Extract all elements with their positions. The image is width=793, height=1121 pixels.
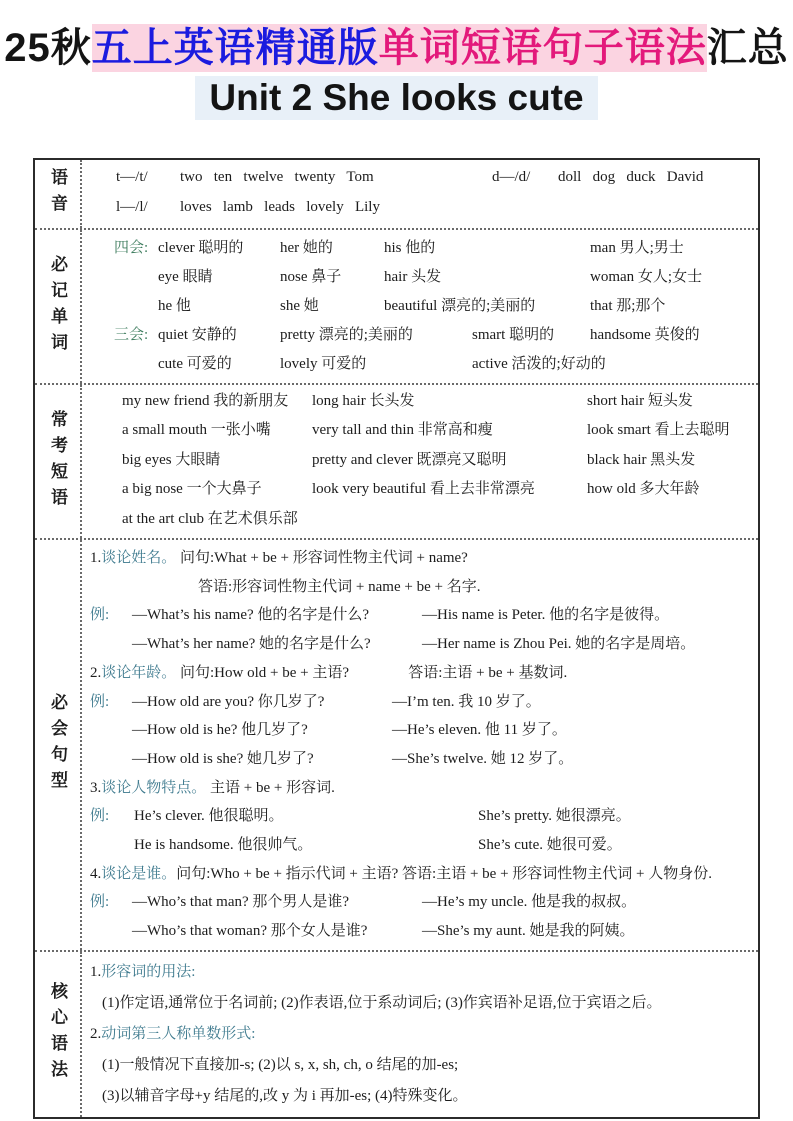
text-segment: man 男人;男士: [590, 240, 684, 256]
text-segment: lovely 可爱的: [280, 356, 367, 372]
text-segment: —Who’s that man? 那个男人是谁?: [132, 894, 350, 911]
text-segment: 例:: [90, 808, 110, 825]
row: [88, 601, 754, 630]
row: [88, 416, 754, 445]
text-segment: 1.: [90, 963, 102, 980]
text-segment: 2.: [90, 664, 102, 681]
section-body-phrases: [82, 385, 758, 538]
text-segment: —How old is she? 她几岁了?: [132, 750, 314, 767]
text-segment: beautiful 漂亮的;美丽的: [384, 298, 536, 314]
row: [88, 831, 754, 860]
text-segment: —He’s eleven. 他 11 岁了。: [392, 722, 567, 739]
text-segment: She’s cute. 她很可爱。: [478, 837, 622, 854]
text-segment: —What’s his name? 他的名字是什么?: [132, 607, 370, 624]
row: [88, 745, 754, 774]
title-segment: 25秋: [4, 26, 92, 70]
section-phonetics: [35, 160, 758, 228]
row: [88, 659, 754, 688]
text-segment: pretty 漂亮的;美丽的: [280, 327, 413, 343]
section-label-phrases: 常考短语: [35, 385, 82, 538]
text-segment: she 她: [280, 298, 319, 314]
row: [88, 630, 754, 659]
row: [88, 162, 754, 192]
section-body-grammar: [82, 952, 758, 1117]
text-segment: 4.: [90, 865, 102, 882]
text-segment: doll dog duck David: [558, 169, 704, 185]
row: [88, 475, 754, 504]
text-segment: —How old is he? 他几岁了?: [132, 722, 308, 739]
text-segment: (1)一般情况下直接加-s; (2)以 s, x, sh, ch, o 结尾的加-es;: [102, 1056, 459, 1073]
text-segment: nose 鼻子: [280, 269, 342, 285]
row: [88, 917, 754, 946]
sheet-table: [33, 158, 760, 1119]
title-segment: 五上英语精通版: [91, 26, 379, 70]
section-phrases: [35, 383, 758, 538]
text-segment: my new friend 我的新朋友: [122, 393, 289, 409]
text-segment: look smart 看上去聪明: [587, 422, 730, 439]
text-segment: hair 头发: [384, 269, 442, 285]
row: [88, 860, 754, 889]
text-segment: 谈论姓名。: [101, 550, 177, 567]
row: [88, 774, 754, 803]
text-segment: 答语:形容词性物主代词 + name + be + 名字.: [198, 578, 481, 595]
row: [88, 688, 754, 717]
text-segment: 例:: [90, 693, 110, 710]
text-segment: —He’s my uncle. 他是我的叔叔。: [422, 894, 637, 911]
text-segment: —What’s her name? 她的名字是什么?: [132, 636, 371, 653]
text-segment: —Her name is Zhou Pei. 她的名字是周培。: [422, 636, 696, 653]
row: [88, 888, 754, 917]
section-label-sentences: 必会句型: [35, 540, 82, 950]
text-segment: long hair 长头发: [312, 393, 415, 409]
text-segment: clever 聪明的: [158, 240, 244, 256]
row: [88, 292, 754, 321]
text-segment: d—/d/: [492, 169, 531, 185]
text-segment: 3.: [90, 779, 102, 796]
title-segment: 汇总: [706, 26, 789, 70]
text-segment: 1.: [90, 550, 102, 567]
text-segment: 问句:How old + be + 主语?: [176, 664, 350, 681]
text-segment: —I’m ten. 我 10 岁了。: [392, 693, 541, 710]
text-segment: short hair 短头发: [587, 393, 693, 409]
section-body-sentences: [82, 540, 758, 950]
section-label-grammar: 核心语法: [35, 952, 82, 1117]
text-segment: at the art club 在艺术俱乐部: [122, 510, 298, 527]
section-label-phonetics: 语音: [35, 160, 82, 228]
section-body-phonetics: [82, 160, 758, 228]
text-segment: (3)以辅音字母+y 结尾的,改 y 为 i 再加-es; (4)特殊变化。: [102, 1087, 468, 1104]
text-segment: 问句:What + be + 形容词性物主代词 + name?: [176, 550, 468, 567]
text-segment: —Who’s that woman? 那个女人是谁?: [132, 923, 368, 940]
text-segment: two ten twelve twenty Tom: [180, 169, 374, 185]
row: [88, 505, 754, 534]
text-segment: woman 女人;女士: [590, 269, 703, 285]
text-segment: 例:: [90, 607, 110, 624]
text-segment: very tall and thin 非常高和瘦: [312, 422, 493, 439]
title-block: [0, 0, 793, 120]
text-segment: 主语 + be + 形容词.: [206, 779, 335, 796]
text-segment: She’s pretty. 她很漂亮。: [478, 808, 631, 825]
text-segment: —She’s my aunt. 她是我的阿姨。: [422, 923, 635, 940]
text-segment: loves lamb leads lovely Lily: [180, 199, 380, 215]
text-segment: 问句:Who + be + 指示代词 + 主语? 答语:主语 + be + 形容词性物主代词 + 人物身份.: [176, 865, 712, 882]
text-segment: t—/t/: [116, 169, 148, 185]
text-segment: 三会:: [114, 327, 149, 343]
text-segment: a small mouth 一张小嘴: [122, 422, 271, 439]
text-segment: 四会:: [114, 240, 149, 256]
text-segment: her 她的: [280, 240, 333, 256]
text-segment: 动词第三人称单数形式:: [101, 1025, 256, 1042]
text-segment: look very beautiful 看上去非常漂亮: [312, 481, 535, 498]
text-segment: l—/l/: [116, 199, 148, 215]
row: [88, 446, 754, 475]
row: [88, 1019, 754, 1050]
text-segment: 谈论人物特点。: [101, 779, 207, 796]
text-segment: active 活泼的;好动的: [472, 356, 606, 372]
row: [88, 957, 754, 988]
text-segment: pretty and clever 既漂亮又聪明: [312, 451, 507, 468]
text-segment: how old 多大年龄: [587, 481, 700, 498]
text-segment: big eyes 大眼睛: [122, 451, 221, 468]
title-line1: [0, 24, 793, 72]
row: [88, 321, 754, 350]
unit-title-text: Unit 2 She looks cute: [195, 76, 597, 120]
text-segment: 例:: [90, 894, 110, 911]
title-segment: 单词短语句子语法: [378, 26, 707, 70]
text-segment: he 他: [158, 298, 191, 314]
text-segment: 谈论年龄。: [101, 664, 177, 681]
row: [88, 1081, 754, 1112]
row: [88, 263, 754, 292]
row: [88, 192, 754, 222]
unit-title: [0, 76, 793, 120]
text-segment: He’s clever. 他很聪明。: [134, 808, 284, 825]
row: [88, 234, 754, 263]
text-segment: 谈论是谁。: [101, 865, 177, 882]
text-segment: eye 眼睛: [158, 269, 213, 285]
text-segment: 答语:主语 + be + 基数词.: [408, 664, 568, 681]
text-segment: a big nose 一个大鼻子: [122, 481, 262, 498]
section-grammar: [35, 950, 758, 1117]
row: [88, 988, 754, 1019]
text-segment: that 那;那个: [590, 298, 666, 314]
row: [88, 716, 754, 745]
text-segment: his 他的: [384, 240, 436, 256]
text-segment: He is handsome. 他很帅气。: [134, 837, 313, 854]
text-segment: 形容词的用法:: [101, 963, 196, 980]
text-segment: smart 聪明的: [472, 327, 555, 343]
text-segment: cute 可爱的: [158, 356, 232, 372]
section-words: [35, 228, 758, 383]
row: [88, 1050, 754, 1081]
section-body-words: [82, 230, 758, 383]
row: [88, 802, 754, 831]
section-label-words: 必记单词: [35, 230, 82, 383]
row: [88, 544, 754, 573]
text-segment: handsome 英俊的: [590, 327, 700, 343]
row: [88, 573, 754, 602]
text-segment: 2.: [90, 1025, 102, 1042]
text-segment: quiet 安静的: [158, 327, 237, 343]
row: [88, 387, 754, 416]
text-segment: (1)作定语,通常位于名词前; (2)作表语,位于系动词后; (3)作宾语补足语,位于宾语之后。: [102, 994, 662, 1011]
text-segment: —How old are you? 你几岁了?: [132, 693, 325, 710]
text-segment: —His name is Peter. 他的名字是彼得。: [422, 607, 670, 624]
text-segment: black hair 黑头发: [587, 451, 696, 468]
section-sentences: [35, 538, 758, 950]
text-segment: —She’s twelve. 她 12 岁了。: [392, 750, 574, 767]
row: [88, 350, 754, 379]
